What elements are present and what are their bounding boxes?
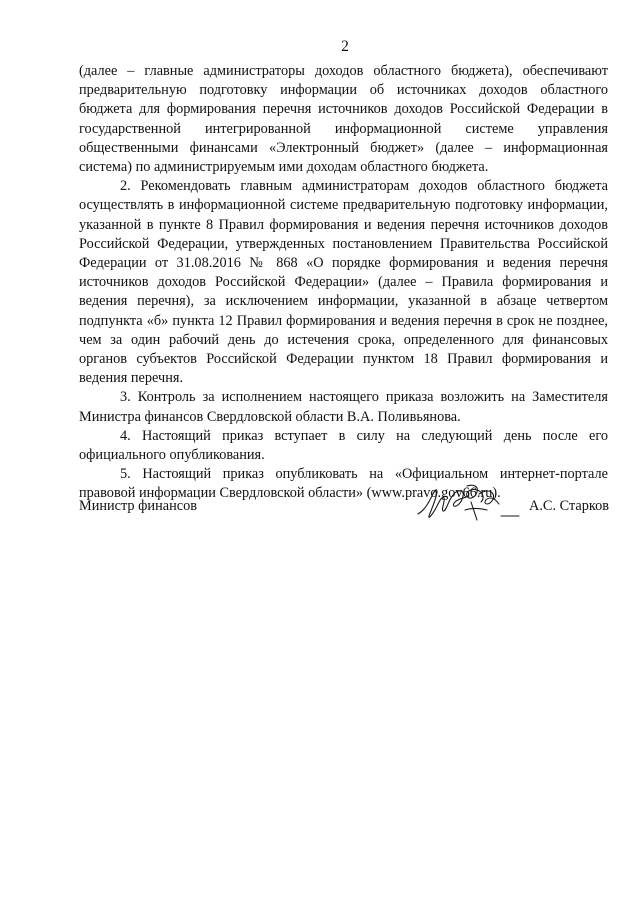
signature-block <box>79 490 609 530</box>
paragraph-item-5: 5. Настоящий приказ опубликовать на «Официальном интернет-портале правовой информации Свердловской области» (www.pravo.gov66.ru). <box>79 466 608 502</box>
document-body <box>79 62 608 504</box>
signatory-name: А.С. Старков <box>529 498 609 514</box>
page-number: 2 <box>341 38 349 55</box>
paragraph-continuation: (далее – главные администраторы доходов областного бюджета), обеспечивают предварительную подготовку информации об источниках доходов областного бюджета для формирования перечня источников доходов Российской Федерации в государственной интегрированной информационной системе управления общественными финансами «Электронный бюджет» (далее – информационная система) по администрируемым ими доходам областного бюджета. <box>79 63 608 176</box>
paragraph-item-4: 4. Настоящий приказ вступает в силу на следующий день после его официального опубликования. <box>79 427 608 464</box>
signatory-title: Министр финансов <box>79 498 197 514</box>
paragraph-item-2: 2. Рекомендовать главным администраторам доходов областного бюджета осуществлять в информационной системе предварительную подготовку информации, указанной в пункте 8 Правил формирования и ведения перечня источников доходов Российской Федерации, утвержденных постановлением Правительства Российской Федерации от 31.08.2016 № 868 «О порядке формирования и ведения перечня источников доходов Российской Федерации» (далее – Правила формирования и ведения перечня), за исключением информации, указанной в абзаце четвертом подпункта «б» пункта 12 Правил формирования и ведения перечня в срок не позднее, чем за один рабочий день до истечения срока, определенного для финансовых органов субъектов Российской Федерации пунктом 18 Правил формирования и ведения перечня. <box>79 178 608 387</box>
paragraph-item-3: 3. Контроль за исполнением настоящего приказа возложить на Заместителя Министра финансов Свердловской области В.А. Поливьянова. <box>79 389 608 425</box>
handwritten-signature <box>415 480 521 526</box>
